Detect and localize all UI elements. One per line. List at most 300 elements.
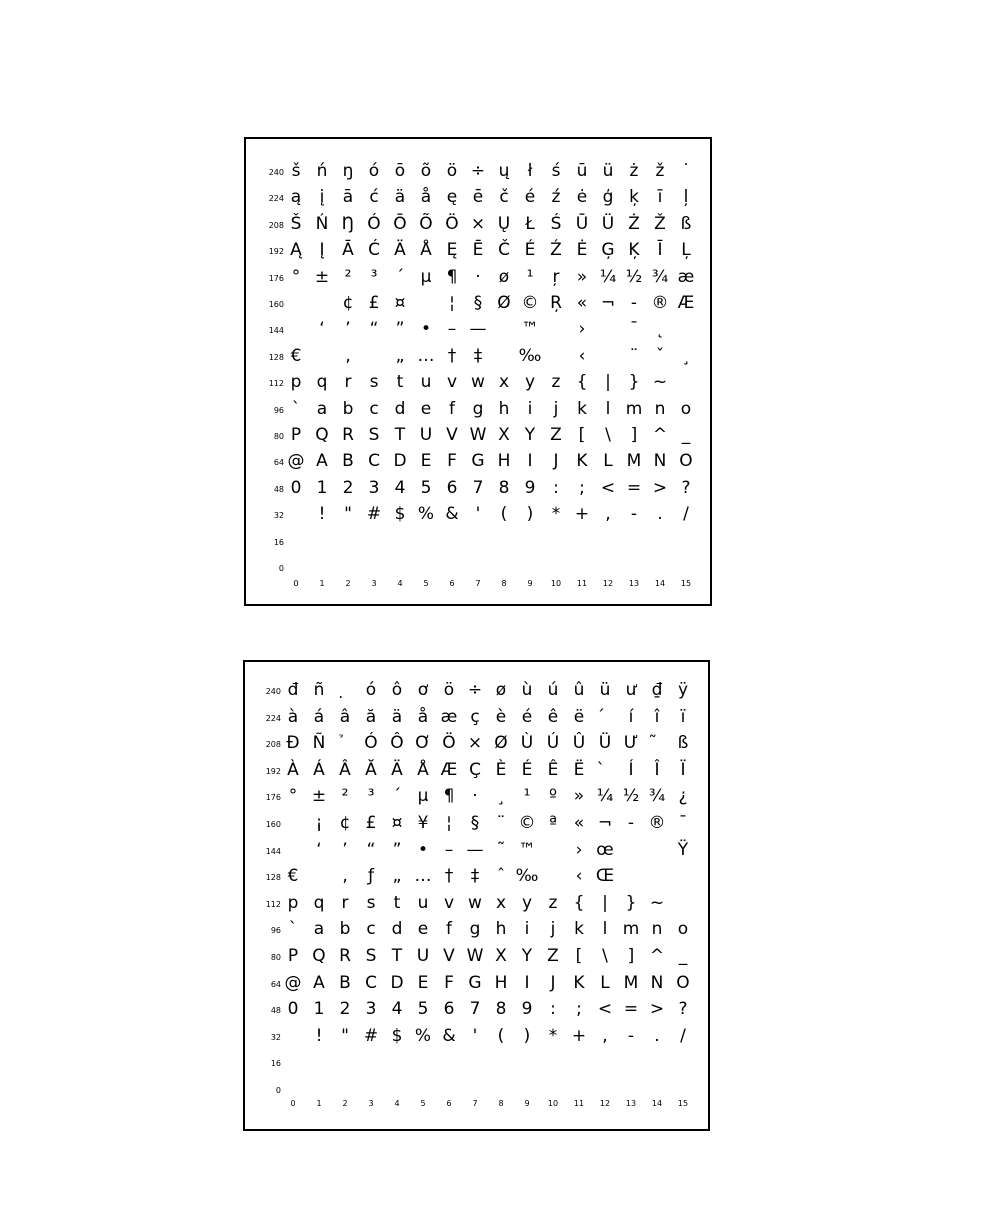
glyph-cell: ‘ — [316, 839, 322, 860]
glyph-cell: : — [550, 999, 556, 1020]
glyph-cell: Ļ — [681, 240, 691, 261]
glyph-cell: “ — [369, 319, 379, 340]
glyph-cell: ă — [365, 706, 377, 727]
glyph-cell: ° — [288, 786, 298, 807]
column-label: 10 — [550, 579, 562, 588]
row-label: 192 — [265, 766, 281, 776]
glyph-cell: Ư — [623, 733, 639, 754]
column-label: 2 — [342, 1099, 348, 1108]
glyph-cell: ” — [392, 839, 402, 860]
glyph-cell: Y — [524, 425, 536, 445]
glyph-cell: Z — [550, 425, 562, 445]
glyph-cell: ” — [395, 319, 405, 340]
glyph-cell: ™ — [518, 839, 536, 860]
glyph-cell: @ — [287, 451, 305, 472]
glyph-cell: Õ — [419, 213, 433, 234]
glyph-cell: t — [396, 372, 404, 393]
glyph-cell: ô — [391, 680, 403, 700]
glyph-cell: G — [468, 972, 482, 993]
glyph-cell: ī — [657, 187, 663, 208]
glyph-cell: > — [652, 477, 668, 498]
glyph-cell: | — [602, 892, 608, 913]
glyph-cell: ë — [573, 706, 585, 727]
row-label: 0 — [278, 564, 284, 573]
glyph-cell: Ō — [393, 213, 407, 234]
glyph-cell: É — [521, 759, 533, 780]
glyph-cell: G — [471, 451, 485, 472]
glyph-cell: ( — [500, 504, 508, 525]
glyph-cell: 7 — [469, 999, 481, 1020]
glyph-cell: a — [316, 398, 328, 419]
glyph-cell: € — [287, 866, 299, 887]
glyph-cell: 8 — [495, 999, 507, 1020]
glyph-cell: Ć — [368, 240, 380, 261]
column-label: 7 — [475, 579, 481, 588]
glyph-cell: N — [650, 972, 664, 993]
glyph-cell: h — [498, 398, 510, 419]
glyph-cell: i — [527, 398, 533, 419]
glyph-cell: # — [366, 504, 382, 525]
glyph-cell: T — [394, 425, 406, 445]
glyph-cell: N — [653, 451, 667, 472]
glyph-cell — [332, 735, 358, 752]
glyph-cell: Y — [521, 946, 533, 966]
glyph-cell: _ — [681, 425, 691, 445]
glyph-cell: P — [290, 425, 302, 445]
row-label: 128 — [268, 352, 284, 362]
glyph-cell: x — [495, 892, 507, 913]
glyph-cell: Ł — [525, 213, 535, 234]
glyph-cell: ž — [655, 161, 665, 181]
glyph-cell: ÿ — [677, 680, 689, 700]
glyph-cell: ‚ — [345, 345, 351, 366]
row-label: 32 — [270, 1032, 281, 1042]
glyph-cell: ä — [391, 706, 403, 727]
glyph-cell: û — [573, 680, 585, 700]
glyph-cell: ¥ — [417, 813, 429, 833]
glyph-cell: ‘ — [319, 319, 325, 340]
glyph-cell: ® — [651, 293, 669, 313]
row-label: 80 — [273, 432, 284, 441]
glyph-cell: ö — [443, 680, 455, 700]
glyph-cell: ‹ — [575, 866, 583, 887]
glyph-cell: f — [446, 919, 452, 940]
glyph-cell: ļ — [683, 187, 689, 208]
glyph-cell: 1 — [316, 477, 328, 498]
glyph-cell: 5 — [420, 477, 432, 498]
glyph-cell: ] — [630, 425, 638, 445]
glyph-cell: $ — [391, 1025, 403, 1046]
glyph-cell: y — [524, 372, 536, 393]
glyph-cell: ‡ — [473, 345, 483, 366]
glyph-cell: ´ — [392, 786, 402, 807]
glyph-cell: © — [521, 293, 539, 313]
glyph-cell: l — [602, 919, 608, 940]
glyph-cell: ¿ — [678, 786, 688, 807]
glyph-cell: Ø — [494, 733, 508, 754]
glyph-cell: ) — [526, 504, 534, 525]
glyph-cell: Š — [290, 213, 302, 234]
glyph-cell: ú — [547, 680, 559, 700]
glyph-cell: j — [553, 398, 559, 419]
glyph-cell: C — [365, 972, 377, 993]
glyph-cell: ¦ — [446, 813, 452, 833]
row-label: 64 — [273, 458, 284, 468]
glyph-cell: Ą — [290, 240, 302, 261]
glyph-cell: { — [573, 892, 585, 913]
glyph-cell: æ — [677, 266, 695, 287]
glyph-cell: ® — [648, 813, 666, 833]
glyph-cell: Ź — [550, 240, 562, 261]
glyph-cell: - — [627, 1025, 635, 1046]
glyph-cell: 5 — [417, 999, 429, 1020]
glyph-cell: ß — [680, 213, 692, 234]
glyph-cell: ø — [498, 266, 510, 287]
code-page-table-1 — [244, 137, 712, 606]
column-label: 3 — [371, 579, 377, 588]
glyph-cell: K — [573, 972, 585, 993]
column-label: 2 — [345, 579, 351, 588]
glyph-cell: I — [524, 972, 530, 993]
glyph-cell: Ā — [342, 240, 354, 261]
glyph-cell: e — [420, 398, 432, 419]
glyph-cell: Ë — [573, 759, 585, 780]
glyph-cell: ä — [394, 187, 406, 208]
glyph-cell: — — [469, 319, 487, 340]
glyph-cell: õ — [420, 161, 432, 181]
glyph-cell: , — [602, 1025, 608, 1046]
glyph-cell: „ — [392, 866, 402, 887]
glyph-cell: n — [651, 919, 663, 940]
glyph-cell: ’ — [342, 839, 348, 860]
glyph-cell: đ — [287, 680, 299, 700]
glyph-cell: b — [342, 398, 354, 419]
row-label: 160 — [265, 820, 281, 829]
glyph-cell: ˙ — [681, 161, 691, 181]
glyph-cell: … — [417, 345, 435, 366]
glyph-cell: [ — [578, 425, 586, 445]
glyph-cell: o — [680, 398, 692, 419]
glyph-cell: z — [551, 372, 561, 393]
glyph-cell: L — [603, 451, 613, 472]
glyph-cell: W — [466, 946, 484, 966]
glyph-cell: 6 — [446, 477, 458, 498]
column-label: 10 — [547, 1099, 559, 1108]
glyph-cell: U — [419, 425, 433, 445]
glyph-cell: ³ — [370, 266, 378, 287]
glyph-cell: ₫ — [651, 680, 663, 700]
glyph-cell: 3 — [368, 477, 380, 498]
glyph-cell: , — [605, 504, 611, 525]
glyph-cell: â — [339, 706, 351, 727]
column-label: 14 — [651, 1099, 663, 1108]
glyph-cell: w — [468, 892, 482, 913]
glyph-cell: Č — [498, 240, 510, 261]
glyph-cell: Ó — [364, 733, 378, 754]
row-label: 144 — [268, 326, 284, 336]
column-label: 14 — [654, 579, 666, 588]
glyph-cell: & — [445, 504, 459, 525]
glyph-cell: č — [499, 187, 509, 208]
glyph-cell: . — [657, 504, 663, 525]
row-label: 16 — [273, 537, 284, 547]
glyph-cell: ģ — [602, 187, 614, 208]
column-label: 13 — [628, 579, 640, 588]
glyph-cell: B — [342, 451, 354, 472]
glyph-cell: Ž — [654, 213, 666, 234]
glyph-cell: b — [339, 919, 351, 940]
glyph-cell: R — [339, 946, 351, 966]
glyph-cell: ? — [681, 477, 691, 498]
glyph-cell: › — [578, 319, 586, 340]
glyph-cell: v — [446, 372, 458, 393]
column-label: 12 — [602, 579, 614, 588]
glyph-cell: ¹ — [526, 266, 534, 287]
glyph-cell: ¯ — [629, 319, 639, 340]
glyph-cell: i — [524, 919, 530, 940]
glyph-cell: p — [287, 892, 299, 913]
column-label: 7 — [472, 1099, 478, 1108]
glyph-cell: Đ — [286, 733, 300, 754]
glyph-cell: 4 — [394, 477, 406, 498]
row-label: 0 — [275, 1086, 281, 1095]
glyph-cell: « — [573, 813, 585, 833]
glyph-cell: ū — [576, 161, 588, 181]
glyph-cell: J — [550, 972, 556, 993]
column-label: 4 — [394, 1099, 400, 1108]
glyph-cell: B — [339, 972, 351, 993]
glyph-cell: Ü — [598, 733, 612, 754]
column-label: 15 — [680, 579, 692, 588]
glyph-cell: Ă — [365, 759, 377, 780]
glyph-cell: ^ — [649, 946, 665, 966]
glyph-cell: * — [551, 504, 561, 525]
glyph-cell: ! — [315, 1025, 323, 1046]
glyph-cell: ė — [576, 187, 588, 208]
glyph-cell: p — [290, 372, 302, 393]
glyph-cell: H — [494, 972, 508, 993]
glyph-cell: [ — [575, 946, 583, 966]
glyph-cell: Å — [420, 240, 432, 261]
glyph-cell: ) — [523, 1025, 531, 1046]
glyph-cell: Æ — [677, 293, 695, 313]
row-label: 16 — [270, 1059, 281, 1069]
glyph-cell: Ä — [391, 759, 403, 780]
glyph-cell: % — [414, 1025, 432, 1046]
glyph-cell: § — [470, 813, 480, 833]
glyph-cell: } — [625, 892, 637, 913]
glyph-cell: ¼ — [599, 266, 617, 287]
glyph-cell: Ģ — [601, 240, 615, 261]
glyph-cell: × — [467, 733, 483, 754]
glyph-cell: r — [341, 892, 349, 913]
glyph-cell: É — [524, 240, 536, 261]
glyph-cell: # — [363, 1025, 379, 1046]
column-label: 9 — [524, 1099, 530, 1108]
column-label: 12 — [599, 1099, 611, 1108]
glyph-cell: E — [417, 972, 429, 993]
glyph-cell: C — [368, 451, 380, 472]
column-label: 9 — [527, 579, 533, 588]
glyph-cell: ª — [548, 813, 557, 833]
glyph-cell: å — [420, 187, 432, 208]
glyph-cell: ± — [314, 266, 330, 287]
glyph-cell: Ń — [315, 213, 329, 234]
glyph-cell: A — [316, 451, 328, 472]
glyph-cell: 1 — [313, 999, 325, 1020]
glyph-cell: ‹ — [578, 345, 586, 366]
glyph-cell: . — [654, 1025, 660, 1046]
glyph-cell: « — [576, 293, 588, 313]
glyph-cell: I — [527, 451, 533, 472]
glyph-cell: ¬ — [597, 813, 613, 833]
glyph-cell: º — [548, 786, 557, 807]
glyph-cell: ķ — [629, 187, 639, 208]
code-page-table-2 — [243, 660, 710, 1131]
glyph-cell: Ê — [547, 759, 559, 780]
glyph-cell: Į — [319, 240, 325, 261]
glyph-cell: h — [495, 919, 507, 940]
glyph-cell: í — [628, 706, 634, 727]
glyph-cell: A — [313, 972, 325, 993]
glyph-cell: F — [444, 972, 454, 993]
glyph-cell: 9 — [524, 477, 536, 498]
row-label: 208 — [265, 740, 281, 750]
column-label: 15 — [677, 1099, 689, 1108]
glyph-cell: Í — [628, 759, 634, 780]
glyph-cell: † — [447, 345, 457, 366]
glyph-cell: î — [654, 706, 660, 727]
glyph-cell: ¤ — [394, 293, 406, 313]
glyph-cell: 9 — [521, 999, 533, 1020]
glyph-cell: ¶ — [446, 266, 458, 287]
glyph-cell: š — [291, 161, 301, 181]
glyph-cell: ó — [365, 680, 377, 700]
glyph-cell: X — [498, 425, 510, 445]
glyph-cell: 0 — [287, 999, 299, 1020]
row-label: 112 — [265, 899, 281, 909]
glyph-cell: ³ — [367, 786, 375, 807]
glyph-cell: Ö — [442, 733, 456, 754]
glyph-cell: ? — [678, 999, 688, 1020]
glyph-cell: @ — [284, 972, 302, 993]
glyph-cell: d — [391, 919, 403, 940]
glyph-cell: 3 — [365, 999, 377, 1020]
row-label: 96 — [273, 405, 284, 415]
glyph-cell: é — [521, 706, 533, 727]
glyph-cell: q — [313, 892, 325, 913]
glyph-cell: ‡ — [470, 866, 480, 887]
row-label: 176 — [268, 273, 284, 283]
column-label: 1 — [319, 579, 325, 588]
glyph-cell: æ — [440, 706, 458, 727]
glyph-cell: ç — [470, 706, 480, 727]
column-label: 6 — [446, 1099, 452, 1108]
glyph-cell: } — [628, 372, 640, 393]
glyph-cell: … — [414, 866, 432, 887]
glyph-cell: - — [630, 504, 638, 525]
glyph-cell: M — [626, 451, 642, 472]
glyph-cell: ś — [551, 161, 561, 181]
glyph-cell: ˛ — [655, 319, 665, 340]
row-label: 208 — [268, 220, 284, 230]
glyph-cell: Ē — [472, 240, 484, 261]
glyph-cell: ² — [344, 266, 352, 287]
glyph-cell: é — [524, 187, 536, 208]
glyph-cell — [592, 762, 618, 779]
glyph-cell: $ — [394, 504, 406, 525]
glyph-cell: è — [495, 706, 507, 727]
column-label: 1 — [316, 1099, 322, 1108]
glyph-cell: q — [316, 372, 328, 393]
glyph-cell: ù — [521, 680, 533, 700]
glyph-cell: į — [319, 187, 325, 208]
glyph-cell: Ŗ — [550, 293, 562, 313]
glyph-cell: ˆ — [496, 866, 506, 887]
glyph-cell: Ö — [445, 213, 459, 234]
glyph-cell: > — [649, 999, 665, 1020]
glyph-cell: S — [365, 946, 377, 966]
glyph-cell: £ — [365, 813, 377, 833]
glyph-cell: “ — [366, 839, 376, 860]
column-label: 4 — [397, 579, 403, 588]
glyph-cell: ą — [290, 187, 302, 208]
glyph-cell: 2 — [342, 477, 354, 498]
glyph-cell: \ — [602, 946, 608, 966]
glyph-cell: ¶ — [443, 786, 455, 807]
glyph-cell: { — [576, 372, 588, 393]
glyph-cell: % — [417, 504, 435, 525]
glyph-cell: ¦ — [449, 293, 455, 313]
glyph-cell: ' — [472, 1025, 478, 1046]
glyph-cell: ~ — [649, 892, 665, 913]
glyph-cell: e — [417, 919, 429, 940]
glyph-cell: • — [417, 839, 429, 860]
glyph-cell: S — [368, 425, 380, 445]
glyph-cell: Ų — [497, 213, 511, 234]
glyph-cell: Ū — [575, 213, 589, 234]
column-label: 0 — [293, 579, 299, 588]
glyph-cell: ¯ — [678, 813, 688, 833]
glyph-cell: 0 — [290, 477, 302, 498]
row-label: 240 — [265, 687, 281, 696]
glyph-cell: ] — [627, 946, 635, 966]
glyph-cell: × — [470, 213, 486, 234]
glyph-cell: ŋ — [342, 161, 354, 181]
column-label: 0 — [290, 1099, 296, 1108]
glyph-cell: ‚ — [342, 866, 348, 887]
glyph-cell: O — [676, 972, 690, 993]
glyph-cell: s — [369, 372, 379, 393]
glyph-cell: ‰ — [515, 866, 539, 887]
glyph-cell: z — [548, 892, 558, 913]
glyph-cell: J — [553, 451, 559, 472]
glyph-cell: = — [623, 999, 639, 1020]
glyph-cell: ¢ — [339, 813, 351, 833]
glyph-cell: m — [622, 919, 640, 940]
glyph-cell: ż — [629, 161, 639, 181]
glyph-cell: Ø — [497, 293, 511, 313]
glyph-cell: ^ — [652, 425, 668, 445]
glyph-cell: ü — [602, 161, 614, 181]
glyph-cell: ¸ — [496, 786, 506, 807]
glyph-cell: ñ — [313, 680, 325, 700]
glyph-cell: ư — [625, 680, 637, 700]
glyph-cell: µ — [417, 786, 429, 807]
glyph-cell: § — [473, 293, 483, 313]
glyph-cell: R — [342, 425, 354, 445]
glyph-cell: · — [472, 786, 478, 807]
